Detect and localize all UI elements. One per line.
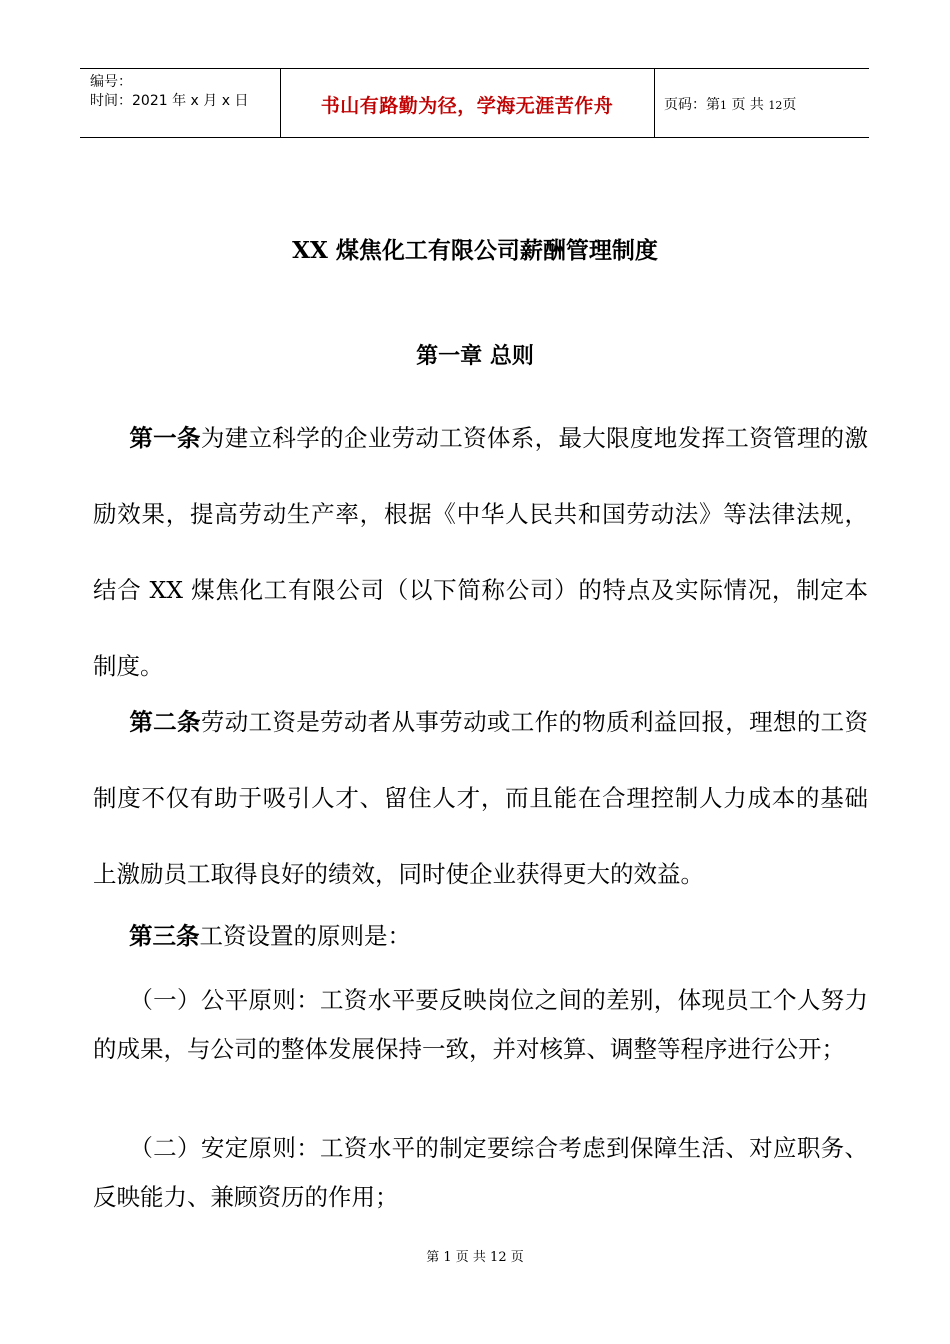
article-label: 第一条	[129, 424, 201, 452]
page-total: 12	[768, 99, 783, 112]
page-current: 1	[720, 99, 727, 112]
page-footer: 第 1 页 共 12 页	[426, 1250, 524, 1265]
document-title: XX 煤焦化工有限公司薪酬管理制度	[292, 237, 658, 264]
article-label: 第二条	[129, 708, 201, 736]
number-label: 编号：	[90, 74, 132, 90]
header-motto: 书山有路勤为径，学海无涯苦作舟	[320, 95, 614, 117]
article-text: 为建立科学的企业劳动工资体系，最大限度地发挥工资管理的激励效果，提高劳动生产率，根据《中华人民共和国劳动法》等法律法规，结合 XX 煤焦化工有限公司（以下简称公司）的特点及实际情况，制定本制度。	[93, 424, 869, 680]
article-text: 劳动工资是劳动者从事劳动或工作的物质利益回报，理想的工资制度不仅有助于吸引人才、留住人才，而且能在合理控制人力成本的基础上激励员工取得良好的绩效，同时使企业获得更大的效益。	[93, 708, 869, 888]
page-mid: 页 共	[731, 97, 764, 113]
principle-text: （一）公平原则：工资水平要反映岗位之间的差别，体现员工个人努力的成果，与公司的整体发展保持一致，并对核算、调整等程序进行公开；	[93, 986, 868, 1063]
principle-1	[93, 976, 868, 1074]
page-suffix: 页	[782, 97, 797, 113]
header-page-number	[664, 94, 796, 114]
page-prefix: 页码：第	[664, 97, 720, 113]
time-label: 时间：2021 年 x 月 x 日	[90, 93, 249, 109]
header-divider	[654, 69, 655, 137]
principle-text: （二）安定原则：工资水平的制定要综合考虑到保障生活、对应职务、反映能力、兼顾资历的作用；	[93, 1134, 868, 1211]
article-label: 第三条	[129, 922, 200, 950]
article-3	[93, 912, 868, 961]
article-text: 工资设置的原则是：	[199, 922, 411, 950]
document-header	[80, 68, 869, 138]
article-1	[93, 400, 868, 704]
chapter-heading: 第一章 总则	[416, 344, 534, 369]
header-meta	[90, 73, 248, 111]
principle-2	[93, 1124, 868, 1222]
article-2	[93, 684, 868, 912]
